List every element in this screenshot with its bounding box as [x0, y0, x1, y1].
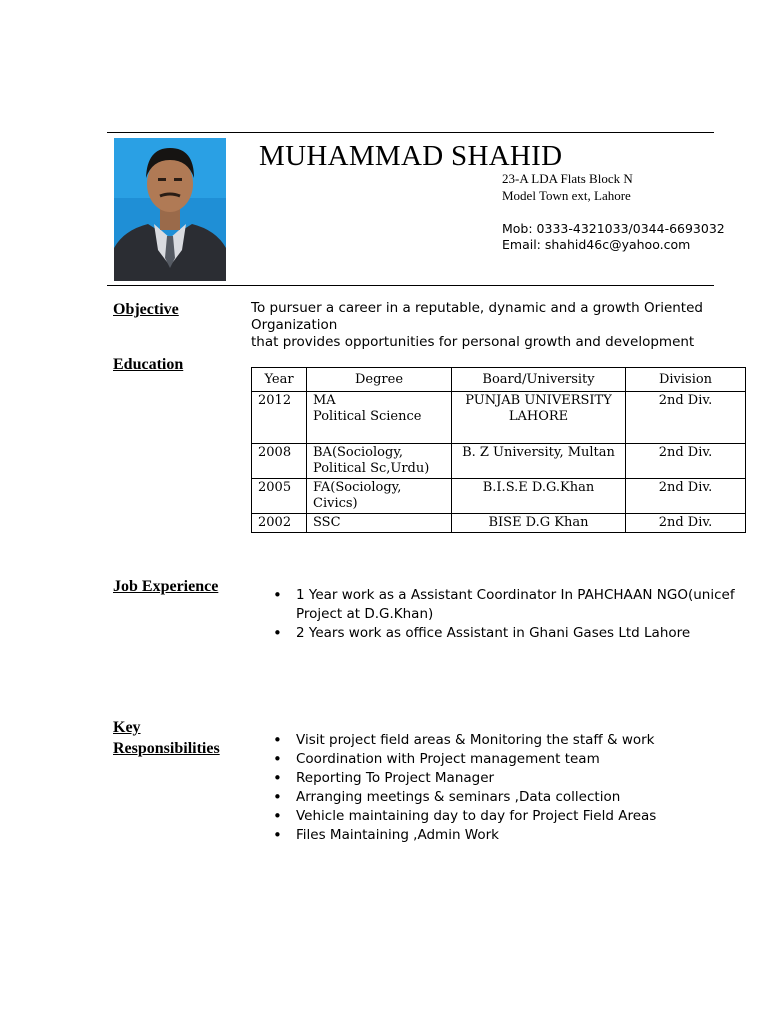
list-item: • Arranging meetings & seminars ,Data collection	[273, 788, 753, 807]
objective-line: that provides opportunities for personal growth and development	[251, 334, 695, 350]
job-experience-list	[273, 586, 763, 643]
responsibilities-heading-line-1: Key	[113, 719, 141, 736]
division-cell: 2nd Div.	[626, 392, 746, 444]
header-bottom-rule	[107, 285, 714, 286]
table-row	[252, 479, 746, 514]
division-cell: 2nd Div.	[626, 479, 746, 514]
column-header-division: Division	[626, 368, 746, 392]
candidate-name: MUHAMMAD SHAHID	[259, 140, 563, 172]
table-header-row	[252, 368, 746, 392]
column-header-degree: Degree	[307, 368, 452, 392]
degree-cell	[307, 392, 452, 444]
header-top-rule	[107, 132, 714, 133]
address-line-1: 23-A LDA Flats Block N	[502, 171, 633, 186]
division-cell: 2nd Div.	[626, 514, 746, 533]
column-header-year: Year	[252, 368, 307, 392]
list-item: • Reporting To Project Manager	[273, 769, 753, 788]
objective-text	[251, 300, 731, 351]
board-cell: B. Z University, Multan	[452, 444, 626, 479]
column-header-board: Board/University	[452, 368, 626, 392]
table-row	[252, 392, 746, 444]
list-item: • Files Maintaining ,Admin Work	[273, 826, 753, 845]
education-heading: Education	[113, 356, 184, 373]
year-cell: 2005	[252, 479, 307, 514]
address-line-2: Model Town ext, Lahore	[502, 188, 631, 203]
degree-line: Political Science	[313, 409, 422, 424]
degree-line: MA	[313, 393, 336, 408]
email-address: Email: shahid46c@yahoo.com	[502, 237, 691, 252]
degree-line: Civics)	[313, 496, 358, 511]
job-experience-heading: Job Experience	[113, 578, 219, 595]
degree-line: Political Sc,Urdu)	[313, 461, 430, 476]
responsibilities-heading-line-2: Responsibilities	[113, 740, 220, 757]
degree-line: FA(Sociology,	[313, 480, 402, 495]
board-cell: BISE D.G Khan	[452, 514, 626, 533]
list-item: • Visit project field areas & Monitoring the staff & work	[273, 731, 753, 750]
objective-line: To pursuer a career in a reputable, dynamic and a growth Oriented	[251, 300, 703, 316]
degree-cell: SSC	[307, 514, 452, 533]
degree-cell	[307, 444, 452, 479]
list-item: • Vehicle maintaining day to day for Project Field Areas	[273, 807, 753, 826]
degree-cell	[307, 479, 452, 514]
board-cell	[452, 392, 626, 444]
division-cell: 2nd Div.	[626, 444, 746, 479]
list-item: • Coordination with Project management team	[273, 750, 753, 769]
list-item: • 2 Years work as office Assistant in Ghani Gases Ltd Lahore	[273, 624, 763, 643]
board-cell: B.I.S.E D.G.Khan	[452, 479, 626, 514]
mobile-number: Mob: 0333-4321033/0344-6693032	[502, 221, 725, 236]
objective-heading: Objective	[113, 301, 179, 318]
year-cell: 2012	[252, 392, 307, 444]
degree-line: BA(Sociology,	[313, 445, 404, 460]
year-cell: 2002	[252, 514, 307, 533]
responsibilities-list	[273, 731, 753, 845]
board-line: PUNJAB UNIVERSITY	[465, 393, 612, 408]
objective-line: Organization	[251, 317, 338, 333]
year-cell: 2008	[252, 444, 307, 479]
table-row	[252, 444, 746, 479]
education-table	[251, 367, 746, 533]
list-item: • 1 Year work as a Assistant Coordinator In PAHCHAAN NGO(unicef Project at D.G.Khan)	[273, 586, 763, 624]
table-row	[252, 514, 746, 533]
profile-photo	[114, 138, 226, 281]
board-line: LAHORE	[508, 409, 569, 424]
